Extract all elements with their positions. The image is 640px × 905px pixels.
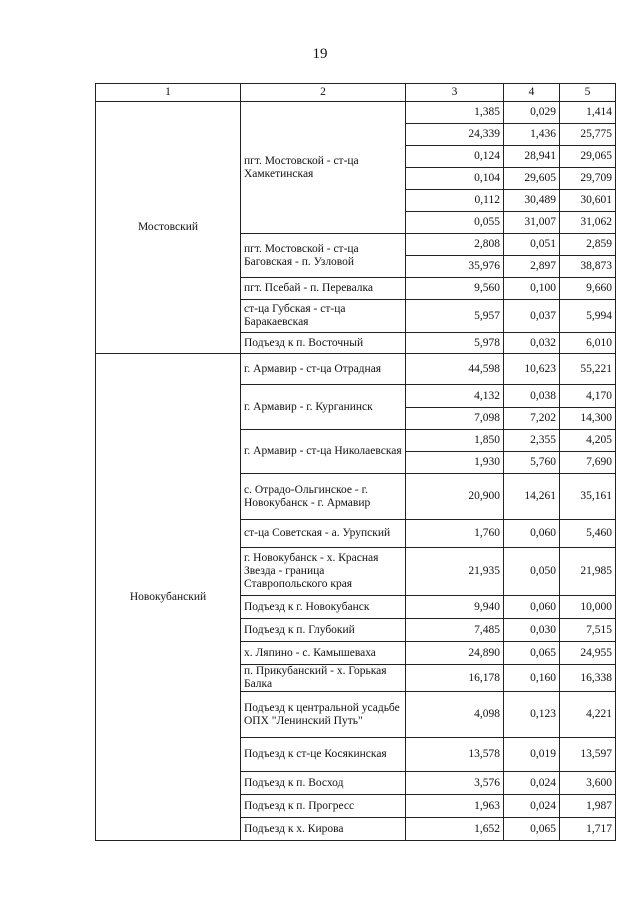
header-col-3: 3 bbox=[406, 84, 504, 102]
value-col-5: 29,709 bbox=[560, 168, 616, 190]
value-col-5: 10,000 bbox=[560, 596, 616, 619]
value-col-3: 5,978 bbox=[406, 333, 504, 354]
value-col-3: 1,963 bbox=[406, 795, 504, 818]
roads-table-body bbox=[96, 84, 616, 841]
value-col-4: 7,202 bbox=[504, 408, 560, 430]
value-col-3: 24,890 bbox=[406, 642, 504, 665]
value-col-3: 1,385 bbox=[406, 102, 504, 124]
value-col-3: 1,930 bbox=[406, 452, 504, 474]
value-col-4: 0,100 bbox=[504, 278, 560, 300]
value-col-3: 13,578 bbox=[406, 738, 504, 772]
value-col-4: 0,060 bbox=[504, 520, 560, 548]
value-col-3: 20,900 bbox=[406, 474, 504, 520]
district-name: Новокубанский bbox=[96, 354, 241, 841]
road-name: Подъезд к п. Восточный bbox=[241, 333, 406, 354]
value-col-4: 0,160 bbox=[504, 665, 560, 692]
value-col-5: 25,775 bbox=[560, 124, 616, 146]
value-col-5: 1,987 bbox=[560, 795, 616, 818]
value-col-5: 14,300 bbox=[560, 408, 616, 430]
value-col-4: 0,037 bbox=[504, 300, 560, 333]
value-col-4: 0,065 bbox=[504, 818, 560, 841]
value-col-5: 4,205 bbox=[560, 430, 616, 452]
value-col-5: 5,460 bbox=[560, 520, 616, 548]
value-col-4: 31,007 bbox=[504, 212, 560, 234]
value-col-3: 44,598 bbox=[406, 354, 504, 385]
value-col-4: 10,623 bbox=[504, 354, 560, 385]
road-name: ст-ца Советская - а. Урупский bbox=[241, 520, 406, 548]
value-col-3: 7,098 bbox=[406, 408, 504, 430]
value-col-5: 24,955 bbox=[560, 642, 616, 665]
value-col-5: 5,994 bbox=[560, 300, 616, 333]
value-col-3: 4,098 bbox=[406, 692, 504, 738]
value-col-4: 29,605 bbox=[504, 168, 560, 190]
value-col-3: 35,976 bbox=[406, 256, 504, 278]
value-col-5: 35,161 bbox=[560, 474, 616, 520]
value-col-4: 1,436 bbox=[504, 124, 560, 146]
value-col-5: 1,717 bbox=[560, 818, 616, 841]
value-col-4: 28,941 bbox=[504, 146, 560, 168]
value-col-4: 0,029 bbox=[504, 102, 560, 124]
table-header-row bbox=[96, 84, 616, 102]
value-col-3: 9,560 bbox=[406, 278, 504, 300]
value-col-4: 0,024 bbox=[504, 772, 560, 795]
value-col-3: 5,957 bbox=[406, 300, 504, 333]
value-col-3: 1,850 bbox=[406, 430, 504, 452]
value-col-5: 4,221 bbox=[560, 692, 616, 738]
value-col-4: 0,123 bbox=[504, 692, 560, 738]
value-col-3: 24,339 bbox=[406, 124, 504, 146]
value-col-3: 4,132 bbox=[406, 385, 504, 408]
roads-table bbox=[95, 83, 616, 841]
value-col-4: 14,261 bbox=[504, 474, 560, 520]
value-col-3: 7,485 bbox=[406, 619, 504, 642]
value-col-3: 9,940 bbox=[406, 596, 504, 619]
value-col-5: 31,062 bbox=[560, 212, 616, 234]
value-col-4: 2,897 bbox=[504, 256, 560, 278]
value-col-5: 7,690 bbox=[560, 452, 616, 474]
value-col-3: 3,576 bbox=[406, 772, 504, 795]
value-col-3: 1,760 bbox=[406, 520, 504, 548]
road-name: ст-ца Губская - ст-ца Баракаевская bbox=[241, 300, 406, 333]
value-col-5: 4,170 bbox=[560, 385, 616, 408]
value-col-5: 9,660 bbox=[560, 278, 616, 300]
road-name: п. Прикубанский - х. Горькая Балка bbox=[241, 665, 406, 692]
value-col-5: 21,985 bbox=[560, 548, 616, 596]
value-col-5: 16,338 bbox=[560, 665, 616, 692]
table-row bbox=[96, 354, 616, 385]
value-col-4: 2,355 bbox=[504, 430, 560, 452]
value-col-5: 13,597 bbox=[560, 738, 616, 772]
value-col-5: 55,221 bbox=[560, 354, 616, 385]
value-col-5: 2,859 bbox=[560, 234, 616, 256]
value-col-4: 30,489 bbox=[504, 190, 560, 212]
page-number: 19 bbox=[312, 46, 328, 62]
table-row bbox=[96, 102, 616, 124]
road-name: Подъезд к п. Глубокий bbox=[241, 619, 406, 642]
road-name: Подъезд к х. Кирова bbox=[241, 818, 406, 841]
value-col-4: 0,024 bbox=[504, 795, 560, 818]
value-col-5: 6,010 bbox=[560, 333, 616, 354]
road-name: пгт. Псебай - п. Перевалка bbox=[241, 278, 406, 300]
value-col-4: 0,030 bbox=[504, 619, 560, 642]
value-col-5: 7,515 bbox=[560, 619, 616, 642]
district-name: Мостовский bbox=[96, 102, 241, 354]
value-col-3: 21,935 bbox=[406, 548, 504, 596]
header-col-1: 1 bbox=[96, 84, 241, 102]
road-name: г. Армавир - ст-ца Николаевская bbox=[241, 430, 406, 474]
value-col-3: 1,652 bbox=[406, 818, 504, 841]
value-col-3: 0,104 bbox=[406, 168, 504, 190]
value-col-3: 2,808 bbox=[406, 234, 504, 256]
road-name: Подъезд к г. Новокубанск bbox=[241, 596, 406, 619]
road-name: с. Отрадо-Ольгинское - г. Новокубанск - г. Армавир bbox=[241, 474, 406, 520]
value-col-3: 0,112 bbox=[406, 190, 504, 212]
road-name: х. Ляпино - с. Камышеваха bbox=[241, 642, 406, 665]
road-name: Подъезд к п. Прогресс bbox=[241, 795, 406, 818]
value-col-4: 5,760 bbox=[504, 452, 560, 474]
road-name: Подъезд к ст-це Косякинская bbox=[241, 738, 406, 772]
header-col-2: 2 bbox=[241, 84, 406, 102]
value-col-5: 29,065 bbox=[560, 146, 616, 168]
value-col-5: 38,873 bbox=[560, 256, 616, 278]
value-col-5: 1,414 bbox=[560, 102, 616, 124]
header-col-5: 5 bbox=[560, 84, 616, 102]
value-col-5: 3,600 bbox=[560, 772, 616, 795]
value-col-4: 0,019 bbox=[504, 738, 560, 772]
value-col-4: 0,051 bbox=[504, 234, 560, 256]
road-name: г. Новокубанск - х. Красная Звезда - граница Ставропольского края bbox=[241, 548, 406, 596]
value-col-5: 30,601 bbox=[560, 190, 616, 212]
value-col-4: 0,065 bbox=[504, 642, 560, 665]
value-col-4: 0,038 bbox=[504, 385, 560, 408]
value-col-3: 0,055 bbox=[406, 212, 504, 234]
value-col-3: 16,178 bbox=[406, 665, 504, 692]
road-name: Подъезд к п. Восход bbox=[241, 772, 406, 795]
value-col-4: 0,050 bbox=[504, 548, 560, 596]
road-name: г. Армавир - г. Курганинск bbox=[241, 385, 406, 430]
road-name: пгт. Мостовской - ст-ца Хамкетинская bbox=[241, 102, 406, 234]
value-col-4: 0,032 bbox=[504, 333, 560, 354]
header-col-4: 4 bbox=[504, 84, 560, 102]
road-name: г. Армавир - ст-ца Отрадная bbox=[241, 354, 406, 385]
road-name: Подъезд к центральной усадьбе ОПХ "Ленинский Путь" bbox=[241, 692, 406, 738]
value-col-4: 0,060 bbox=[504, 596, 560, 619]
value-col-3: 0,124 bbox=[406, 146, 504, 168]
road-name: пгт. Мостовской - ст-ца Баговская - п. Узловой bbox=[241, 234, 406, 278]
